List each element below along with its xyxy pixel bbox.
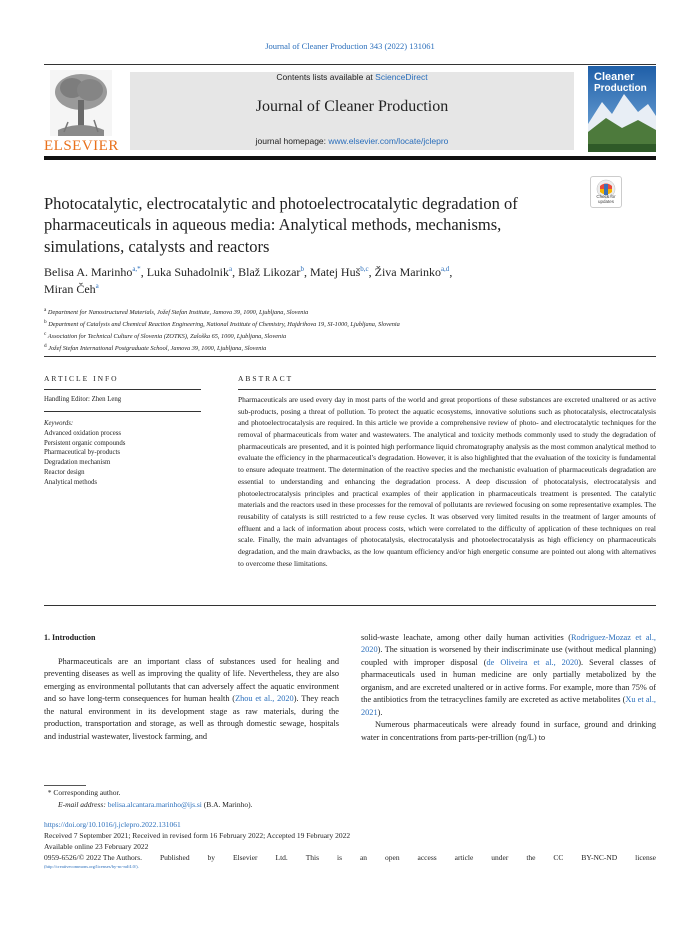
handling-editor: Handling Editor: Zhen Leng bbox=[44, 396, 122, 403]
section-heading-introduction: 1. Introduction bbox=[44, 633, 96, 642]
reference-link[interactable]: Xu et al., 2021 bbox=[361, 695, 656, 717]
reference-link[interactable]: Zhou et al., 2020 bbox=[235, 694, 294, 704]
journal-masthead bbox=[130, 72, 574, 150]
divider bbox=[44, 605, 656, 606]
author-separator: , bbox=[449, 265, 453, 279]
author-separator: , bbox=[368, 265, 375, 279]
intro-column-left bbox=[44, 656, 339, 743]
author-affiliation-mark[interactable]: a bbox=[229, 265, 233, 273]
license-word: is bbox=[337, 852, 343, 862]
article-title: Photocatalytic, electrocatalytic and photoelectrocatalytic degradation of pharmaceuticals in aqueous media: Analytical methods, mechanisms, simulations, catalysts and reactors bbox=[44, 194, 518, 256]
author-separator: , bbox=[232, 265, 239, 279]
affiliation-text: Department of Catalysis and Chemical Reaction Engineering, National Institute of Chemistry, Hajdrihova 19, SI-1000, Ljubljana, Slovenia bbox=[46, 321, 400, 329]
license-statement bbox=[44, 853, 656, 864]
svg-text:Production: Production bbox=[594, 83, 647, 94]
homepage-link[interactable]: www.elsevier.com/locate/jclepro bbox=[328, 136, 449, 146]
license-word: by bbox=[207, 852, 216, 862]
intro-column-right bbox=[361, 632, 656, 744]
author-name[interactable]: Belisa A. Marinho bbox=[44, 265, 133, 279]
sciencedirect-link[interactable]: ScienceDirect bbox=[375, 72, 428, 82]
article-info bbox=[44, 393, 201, 488]
journal-citation[interactable]: Journal of Cleaner Production 343 (2022) 131061 bbox=[265, 41, 435, 51]
license-word: This bbox=[305, 852, 320, 862]
license-word: the bbox=[526, 852, 536, 862]
affiliation bbox=[44, 342, 644, 354]
cover-image bbox=[588, 66, 656, 152]
keyword: Advanced oxidation process bbox=[44, 429, 122, 437]
journal-header bbox=[44, 66, 656, 154]
article-info-heading: ARTICLE INFO bbox=[44, 374, 119, 383]
received-dates: Received 7 September 2021; Received in revised form 16 February 2022; Accepted 19 February 2022 bbox=[44, 830, 351, 840]
keywords-label: Keywords: bbox=[44, 419, 74, 427]
crossmark-label: Check for updates bbox=[596, 194, 616, 205]
svg-text:Cleaner: Cleaner bbox=[594, 71, 635, 83]
license-word: Published bbox=[160, 852, 190, 862]
affiliation-text: Department for Nanostructured Materials, Jožef Stefan Institute, Jamova 39, 1000, Ljubljana, Slovenia bbox=[46, 309, 309, 317]
keyword: Analytical methods bbox=[44, 478, 98, 486]
author-affiliation-mark[interactable]: a bbox=[95, 282, 99, 291]
reference-link[interactable]: Rodriguez-Mozaz et al., 2020 bbox=[361, 633, 657, 655]
keyword-list bbox=[44, 429, 201, 488]
journal-title: Journal of Cleaner Production bbox=[255, 98, 449, 115]
affiliation-text: Association for Technical Culture of Slovenia (ZOTKS), Zaloška 65, 1000, Ljubljana, Slovenia bbox=[46, 333, 287, 341]
publisher-wordmark: ELSEVIER bbox=[44, 138, 119, 154]
author-name[interactable]: Blaž Likozar bbox=[238, 265, 301, 279]
affiliation-mark: c bbox=[44, 331, 47, 338]
license-word: article bbox=[454, 852, 474, 862]
license-word: under bbox=[491, 852, 509, 862]
author-name[interactable]: Matej Huš bbox=[309, 265, 361, 279]
affiliation bbox=[44, 330, 644, 342]
author-name[interactable]: Miran Čeh bbox=[44, 282, 96, 297]
footnote-rule bbox=[44, 785, 86, 786]
author-separator: , bbox=[140, 265, 147, 279]
author-name[interactable]: Luka Suhadolnik bbox=[146, 265, 230, 279]
affiliation-text: Jožef Stefan International Postgraduate School, Jamova 39, 1000, Ljubljana, Slovenia bbox=[46, 345, 267, 353]
divider bbox=[44, 411, 201, 412]
author-name[interactable]: Živa Marinko bbox=[374, 265, 441, 279]
affiliation-mark: d bbox=[44, 343, 47, 350]
email-link[interactable]: belisa.alcantara.marinho@ijs.si bbox=[107, 799, 202, 809]
author-affiliation-mark[interactable]: b,c bbox=[360, 265, 369, 273]
header-top-rule bbox=[44, 64, 656, 65]
footnotes bbox=[44, 787, 656, 810]
journal-cover[interactable] bbox=[588, 66, 656, 152]
paragraph: Numerous pharmaceuticals were already found in surface, ground and drinking water in concentrations from parts-per-trillion (ng/L) to bbox=[361, 720, 656, 742]
keyword: Pharmaceutical by-products bbox=[44, 449, 121, 457]
divider bbox=[44, 356, 656, 357]
affiliation-mark: b bbox=[44, 319, 47, 326]
license-word: CC bbox=[553, 852, 564, 862]
affiliation-mark: a bbox=[44, 307, 47, 313]
keyword: Persistent organic compounds bbox=[44, 439, 126, 447]
divider bbox=[44, 389, 201, 390]
reference-link[interactable]: de Oliveira et al., 2020 bbox=[486, 657, 579, 667]
author-affiliation-mark[interactable]: a,* bbox=[132, 265, 141, 273]
tree-icon bbox=[50, 70, 112, 136]
author-affiliation-mark[interactable]: b bbox=[300, 265, 304, 273]
license-word: Elsevier bbox=[232, 852, 258, 862]
doi-link[interactable]: https://doi.org/10.1016/j.jclepro.2022.131061 bbox=[44, 820, 181, 829]
license-word: an bbox=[359, 852, 368, 862]
license-word: BY-NC-ND bbox=[581, 852, 618, 862]
author-list bbox=[44, 264, 584, 299]
abstract-heading: ABSTRACT bbox=[238, 374, 294, 383]
affiliation bbox=[44, 306, 644, 318]
author-affiliation-mark[interactable]: a,d bbox=[440, 265, 450, 273]
available-online: Available online 23 February 2022 bbox=[44, 841, 149, 851]
divider bbox=[238, 389, 656, 390]
elsevier-logo[interactable] bbox=[44, 70, 119, 154]
license-word: access bbox=[417, 852, 437, 862]
license-word: open bbox=[384, 852, 400, 862]
keyword: Reactor design bbox=[44, 469, 85, 477]
affiliation-list bbox=[44, 306, 644, 355]
abstract-text: Pharmaceuticals are used every day in most parts of the world and great proportions of these substances are excreted unaltered or as active sub-products, posing a threat of pollution. To protect the aquatic ecosystems, innovative solutions such as photocatalysis, electrocatalysis and photoelectrocatalysis are required. In this article we provide a comprehensive review of photo- and electrocatalytic techniques for the removal of pharmaceuticals from water and wastewaters. The analytical and toxicity methods commonly used to study the degradation of pharmaceuticals are presented, and it is pointed high performance liquid chromatography analysis as the most common analytical method to evaluate the efficiency in the pharmaceutical's degradation. However, it is also highlighted that the evaluation of the toxicity is fundamental to ensure adequate treatment. The determination of the reactive species and the mechanistic evaluation of pharmaceuticals degradation are essential to understanding and enhancing the degradation process. A deep discussion of photocatalysis, electrocatalysis and photoelectrocatalysis principles and practical examples of their application in pharmaceuticals treatment is presented. The catalytic materials and the reactors used in these processes for the removal of pollutants are reviewed focusing on some representative examples. The reusability of catalysts is still restricted to a few reuse cycles. It was observed very limited results in the treatment of larger amounts of effluent and a lack of information about process costs, which were correlated to the difficulty of application of these techniques on real scale. Finally, the main advantages of photocatalysis, electrocatalysis and photoelectrocatalysis as high efficiency on pharmaceuticals degradation, and the main drawbacks, as the low quantum efficiency and/or high energetic consume are pointed out along with alternatives to overcome these limitations. bbox=[238, 395, 656, 568]
keyword: Degradation mechanism bbox=[44, 459, 111, 467]
author-separator: , bbox=[303, 265, 310, 279]
contents-line: Contents lists available at ScienceDirect bbox=[276, 72, 428, 82]
check-for-updates-badge[interactable] bbox=[590, 176, 622, 208]
license-word: license bbox=[635, 852, 656, 862]
header-thick-rule bbox=[44, 156, 656, 160]
publication-info bbox=[44, 820, 656, 870]
paragraph: Pharmaceuticals are an important class of substances used for healing and preventing diseases as well as improving the quality of life. Nevertheless, they are also emerging as environmental pollutants that can adversely affect the aquatic environment and so have long-term consequences for human health (Zhou et al., 2020). They reach the natural environment in its development stage as raw materials, during the production, transportation and storage, as well as through domestic sewage, hospitals and industrial wastewater, livestock farming, and bbox=[44, 657, 339, 741]
affiliation bbox=[44, 318, 644, 330]
license-word: Ltd. bbox=[275, 852, 288, 862]
paragraph: solid-waste leachate, among other daily human activities (Rodriguez-Mozaz et al., 2020). The situation is worsened by their indiscriminate use (without medical planning) coupled with improper disposal (de Oliveira et al., 2020). Several classes of pharmaceuticals used in human medicine are only partially metabolized by the organism, and are excreted unaltered or in active forms. For example, more than 75% of the antibiotics from the tetracyclines family are excreted as active metabolites (Xu et al., 2021). bbox=[361, 633, 657, 717]
corresponding-author-note: * Corresponding author. bbox=[44, 788, 121, 797]
license-link[interactable]: (http://creativecommons.org/licenses/by-nc-nd/4.0/). bbox=[44, 863, 139, 869]
license-word: 0959-6526/© 2022 The Authors. bbox=[44, 852, 143, 862]
homepage-line: journal homepage: www.elsevier.com/locate/jclepro bbox=[255, 136, 449, 146]
email-note: E-mail address: belisa.alcantara.marinho@ijs.si (B.A. Marinho). bbox=[58, 799, 253, 809]
